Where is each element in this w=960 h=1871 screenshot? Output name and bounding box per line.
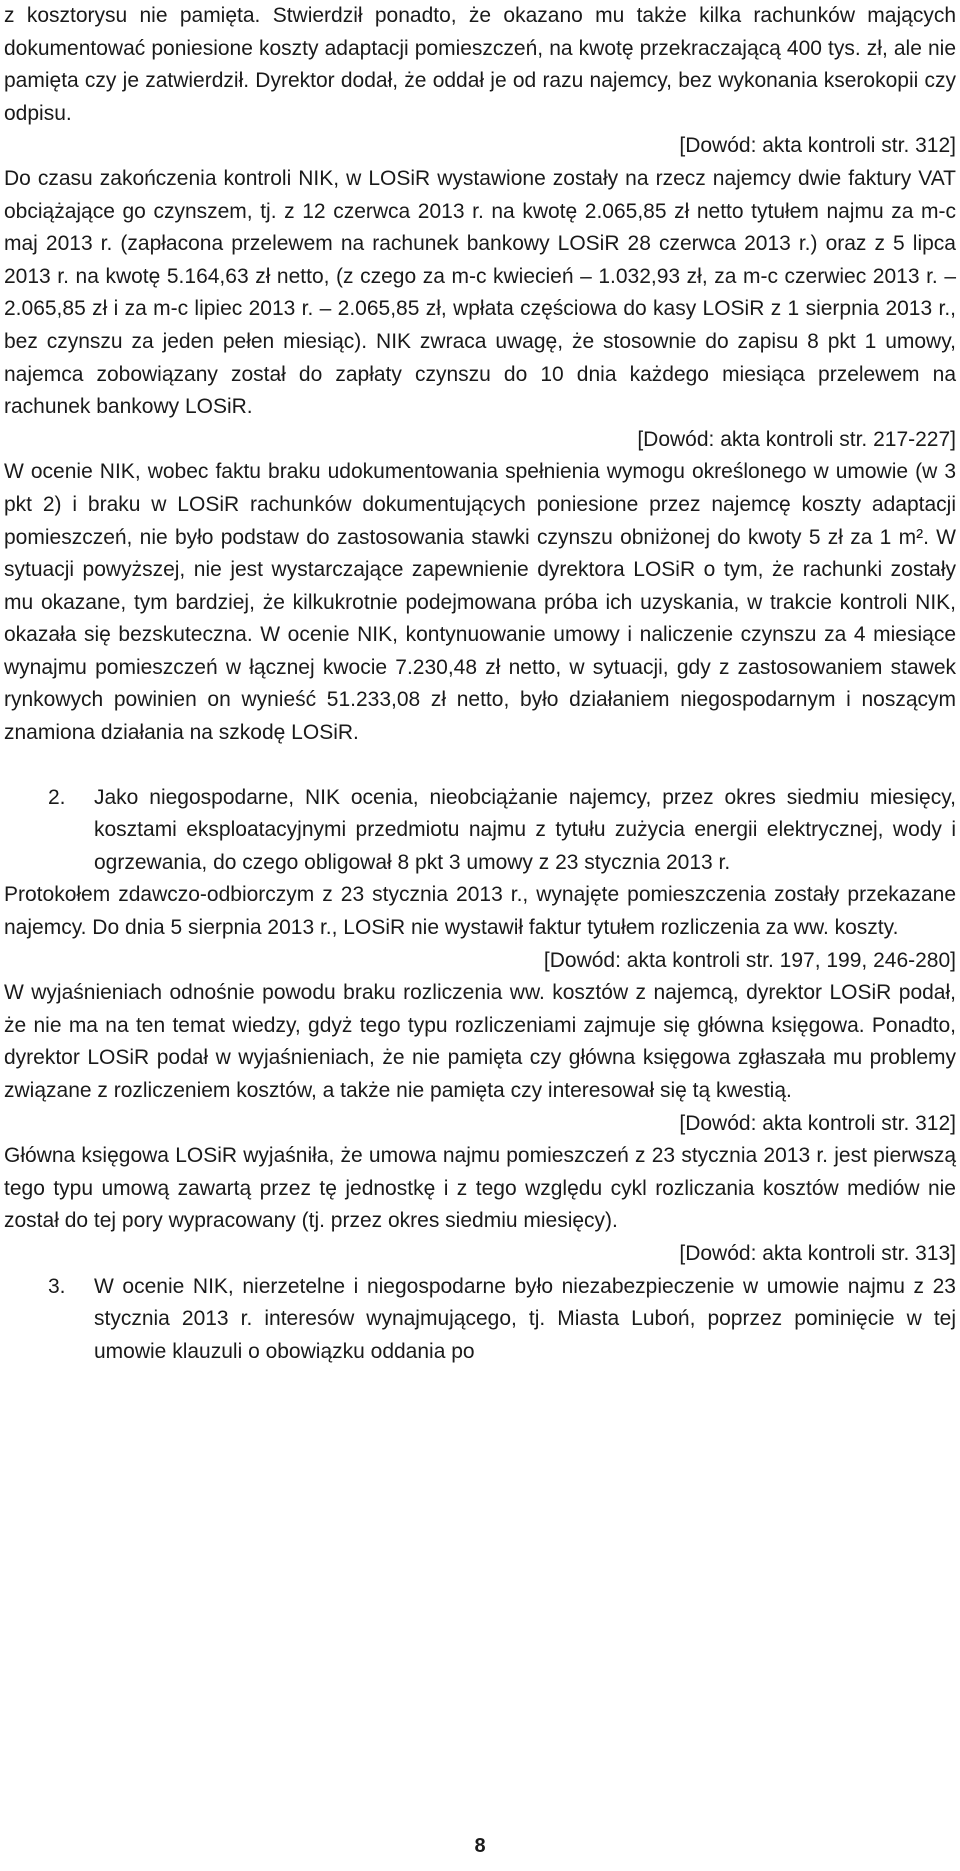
item-text: W ocenie NIK, nierzetelne i niegospodarne było niezabezpieczenie w umowie najmu z 23 stycznia 2013 r. interesów wynajmującego, tj. Miasta Luboń, poprzez pominięcie w tej umowie klauzuli o obowiązku oddania po — [94, 1274, 956, 1363]
item-number: 2. — [48, 785, 66, 809]
evidence-citation: [Dowód: akta kontroli str. 217-227] — [637, 427, 956, 451]
paragraph: W ocenie NIK, wobec faktu braku udokumentowania spełnienia wymogu określonego w umowie (w 3 pkt 2) i braku w LOSiR rachunków dokumentujących poniesione przez najemcę koszty adaptacji pomieszczeń, nie było podstaw do zastosowania stawki czynszu obniżonej do kwoty 5 zł za 1 m². W sytuacji powyższej, nie jest wystarczające zapewnienie dyrektora LOSiR o tym, że rachunki zostały mu okazane, tym bardziej, że kilkukrotnie podejmowana próba ich uzyskania, w trakcie kontroli NIK, okazała się bezskuteczna. W ocenie NIK, kontynuowanie umowy i naliczenie czynszu za 4 miesiące wynajmu pomieszczeń w łącznej kwocie 7.230,48 zł netto, w sytuacji, gdy z zastosowaniem stawek rynkowych powinien on wynieść 51.233,08 zł netto, było działaniem niegospodarnym i noszącym znamiona działania na szkodę LOSiR. — [4, 460, 956, 745]
evidence-citation: [Dowód: akta kontroli str. 197, 199, 246-280] — [543, 948, 956, 972]
page-number: 8 — [474, 1835, 486, 1857]
item-text: Jako niegospodarne, NIK ocenia, nieobciążanie najemcy, przez okres siedmiu miesięcy, kosztami eksploatacyjnymi przedmiotu najmu z tytułu zużycia energii elektrycznej, wody i ogrzewania, do czego obligował 8 pkt 3 umowy z 23 stycznia 2013 r. — [94, 785, 956, 874]
item-number: 3. — [48, 1274, 66, 1298]
paragraph: Protokołem zdawczo-odbiorczym z 23 stycznia 2013 r., wynajęte pomieszczenia zostały przekazane najemcy. Do dnia 5 sierpnia 2013 r., LOSiR nie wystawił faktur tytułem rozliczenia za ww. koszty. — [4, 883, 956, 940]
evidence-citation: [Dowód: akta kontroli str. 313] — [679, 1241, 956, 1265]
evidence-citation: [Dowód: akta kontroli str. 312] — [679, 134, 956, 158]
numbered-item-2 — [4, 782, 956, 880]
paragraph: Do czasu zakończenia kontroli NIK, w LOSiR wystawione zostały na rzecz najemcy dwie faktury VAT obciążające go czynszem, tj. z 12 czerwca 2013 r. na kwotę 2.065,85 zł netto tytułem najmu za m-c maj 2013 r. (zapłacona przelewem na rachunek bankowy LOSiR 28 czerwca 2013 r.) oraz z 5 lipca 2013 r. na kwotę 5.164,63 zł netto, (z czego za m-c kwiecień – 1.032,93 zł, za m-c czerwiec 2013 r. – 2.065,85 zł i za m-c lipiec 2013 r. – 2.065,85 zł, wpłata częściowa do kasy LOSiR z 1 sierpnia 2013 r., bez czynszu za jeden pełen miesiąc). NIK zwraca uwagę, że stosownie do zapisu 8 pkt 1 umowy, najemca zobowiązany został do zapłaty czynszu do 10 dnia każdego miesiąca przelewem na rachunek bankowy LOSiR. — [4, 166, 956, 419]
paragraph: W wyjaśnieniach odnośnie powodu braku rozliczenia ww. kosztów z najemcą, dyrektor LOSiR podał, że nie ma na ten temat wiedzy, gdyż tego typu rozliczeniami zajmuje się główna księgowa. Ponadto, dyrektor LOSiR podał w wyjaśnieniach, że nie pamięta czy główna księgowa zgłaszała mu problemy związane z rozliczeniem kosztów, a także nie pamięta czy interesował się tą kwestią. — [4, 981, 956, 1102]
numbered-item-3 — [4, 1271, 956, 1369]
paragraph: z kosztorysu nie pamięta. Stwierdził ponadto, że okazano mu także kilka rachunków mających dokumentować poniesione koszty adaptacji pomieszczeń, na kwotę przekraczającą 400 tys. zł, ale nie pamięta czy je zatwierdził. Dyrektor dodał, że oddał je od razu najemcy, bez wykonania kserokopii czy odpisu. — [4, 4, 956, 125]
evidence-citation: [Dowód: akta kontroli str. 312] — [679, 1111, 956, 1135]
paragraph-spacer — [4, 750, 956, 782]
paragraph: Główna księgowa LOSiR wyjaśniła, że umowa najmu pomieszczeń z 23 stycznia 2013 r. jest pierwszą tego typu umową zawartą przez tę jednostkę i z tego względu cykl rozliczania kosztów mediów nie został do tej pory wypracowany (tj. przez okres siedmiu miesięcy). — [4, 1144, 956, 1233]
